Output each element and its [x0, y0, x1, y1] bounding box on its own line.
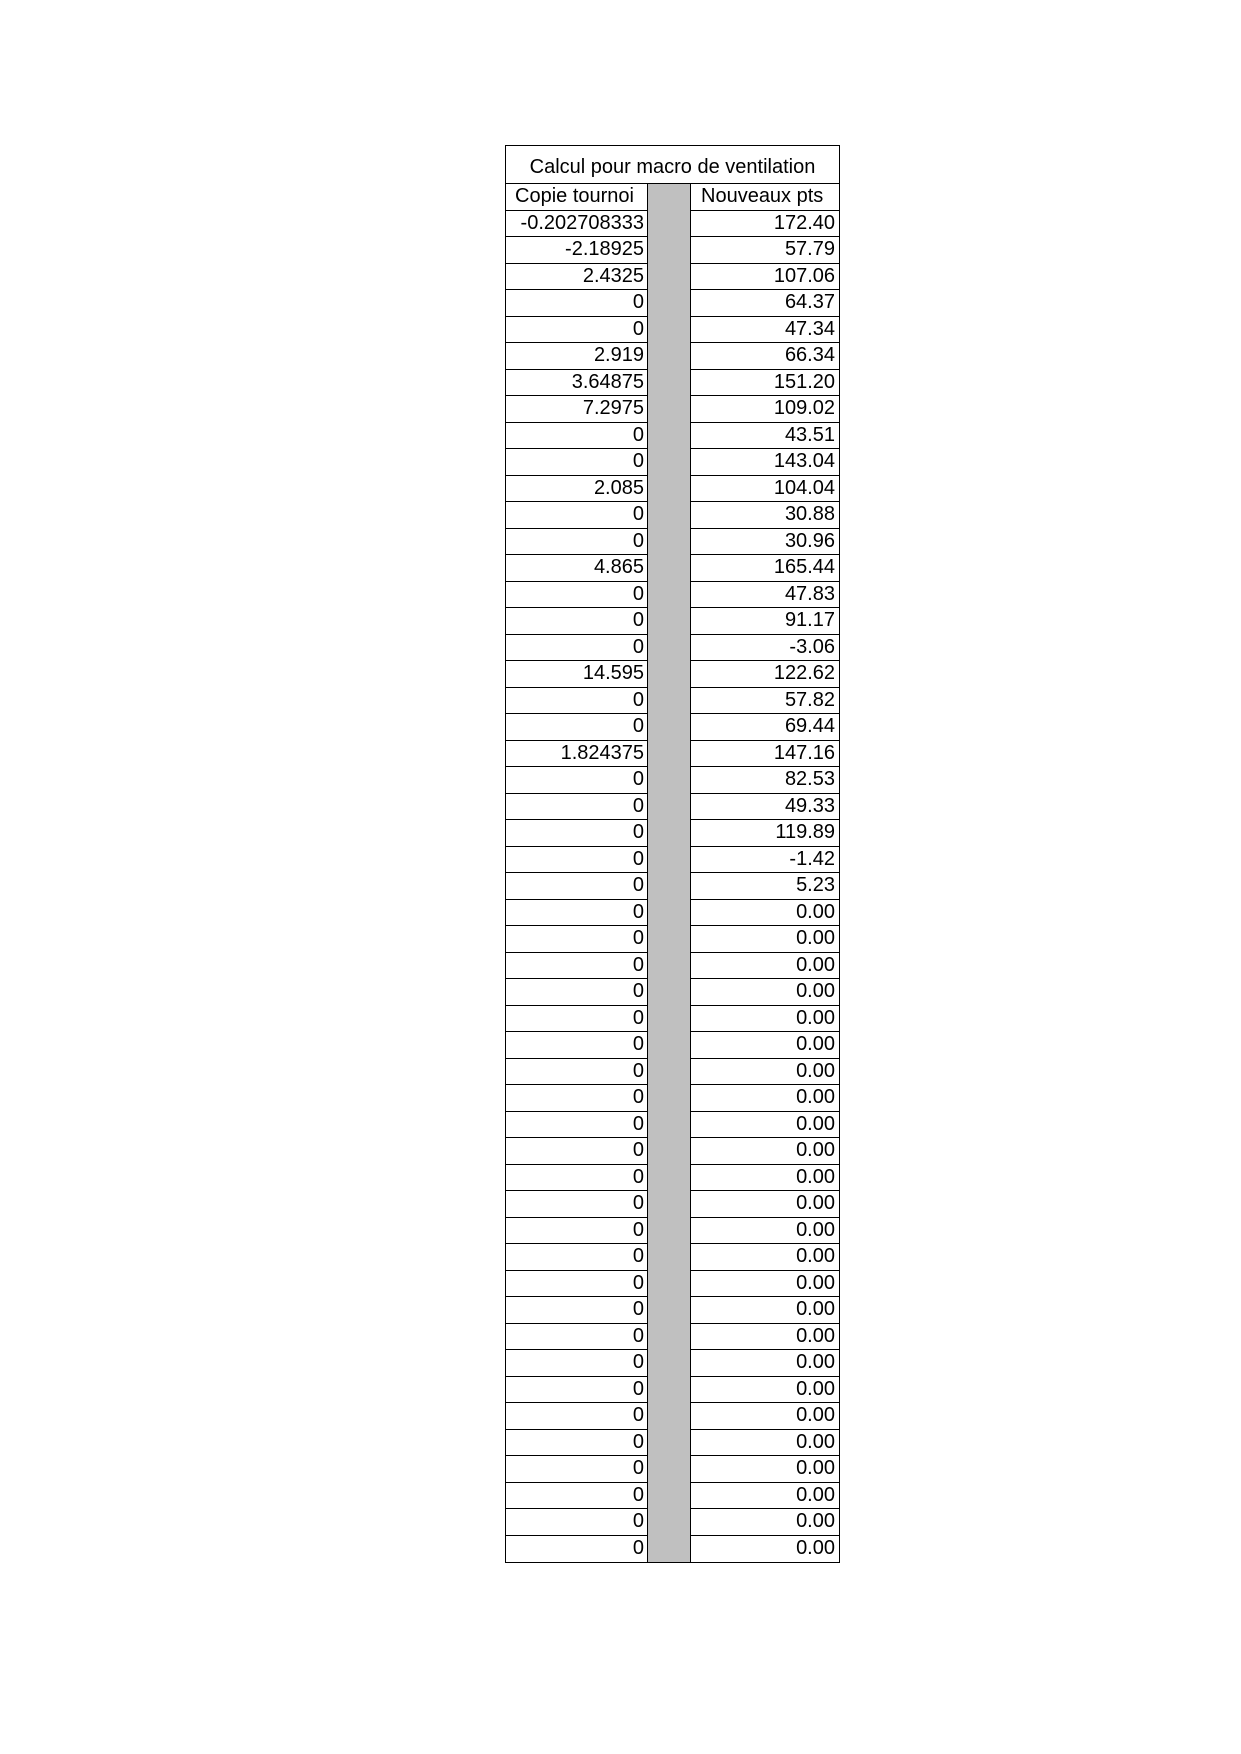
column-spacer: [648, 1430, 690, 1457]
cell-nouveaux-pts: 0.00: [690, 1297, 839, 1324]
cell-nouveaux-pts: 0.00: [690, 1377, 839, 1404]
table-row: [506, 370, 839, 397]
cell-nouveaux-pts: 0.00: [690, 1350, 839, 1377]
table-row: [506, 555, 839, 582]
header-nouveaux-pts: Nouveaux pts: [690, 184, 839, 211]
cell-copie-tournoi: 0: [506, 873, 648, 900]
column-spacer: [648, 1218, 690, 1245]
cell-nouveaux-pts: 172.40: [690, 211, 839, 238]
column-spacer: [648, 1456, 690, 1483]
cell-nouveaux-pts: 0.00: [690, 1430, 839, 1457]
cell-copie-tournoi: 0: [506, 847, 648, 874]
cell-nouveaux-pts: 0.00: [690, 1165, 839, 1192]
cell-copie-tournoi: 0: [506, 953, 648, 980]
table-row: [506, 396, 839, 423]
cell-copie-tournoi: 0: [506, 1271, 648, 1298]
cell-copie-tournoi: 0: [506, 1430, 648, 1457]
cell-nouveaux-pts: 119.89: [690, 820, 839, 847]
table-row: [506, 926, 839, 953]
cell-nouveaux-pts: 43.51: [690, 423, 839, 450]
column-spacer: [648, 555, 690, 582]
column-spacer: [648, 635, 690, 662]
cell-nouveaux-pts: 64.37: [690, 290, 839, 317]
cell-nouveaux-pts: 47.34: [690, 317, 839, 344]
column-spacer: [648, 290, 690, 317]
cell-copie-tournoi: 0: [506, 1032, 648, 1059]
cell-copie-tournoi: 0: [506, 1085, 648, 1112]
table-row: [506, 1430, 839, 1457]
column-spacer: [648, 184, 690, 211]
cell-nouveaux-pts: 0.00: [690, 1324, 839, 1351]
cell-copie-tournoi: 0: [506, 317, 648, 344]
table-row: [506, 1191, 839, 1218]
cell-nouveaux-pts: 0.00: [690, 1006, 839, 1033]
cell-copie-tournoi: 0: [506, 1138, 648, 1165]
table-row: [506, 1165, 839, 1192]
cell-copie-tournoi: 0: [506, 1509, 648, 1536]
cell-copie-tournoi: 0: [506, 608, 648, 635]
column-spacer: [648, 714, 690, 741]
column-spacer: [648, 1403, 690, 1430]
cell-nouveaux-pts: -1.42: [690, 847, 839, 874]
table-row: [506, 449, 839, 476]
table-row: [506, 1403, 839, 1430]
cell-nouveaux-pts: 0.00: [690, 1456, 839, 1483]
column-spacer: [648, 1377, 690, 1404]
cell-copie-tournoi: 0: [506, 1191, 648, 1218]
column-spacer: [648, 211, 690, 238]
cell-nouveaux-pts: 0.00: [690, 1138, 839, 1165]
cell-nouveaux-pts: 0.00: [690, 1244, 839, 1271]
cell-copie-tournoi: 0: [506, 423, 648, 450]
cell-nouveaux-pts: 0.00: [690, 1483, 839, 1510]
cell-nouveaux-pts: 66.34: [690, 343, 839, 370]
column-spacer: [648, 926, 690, 953]
cell-nouveaux-pts: 165.44: [690, 555, 839, 582]
cell-nouveaux-pts: 0.00: [690, 1191, 839, 1218]
table-row: [506, 237, 839, 264]
cell-nouveaux-pts: 0.00: [690, 1059, 839, 1086]
cell-copie-tournoi: 0: [506, 820, 648, 847]
table-row: [506, 900, 839, 927]
cell-nouveaux-pts: 57.82: [690, 688, 839, 715]
table-row: [506, 290, 839, 317]
table-row: [506, 979, 839, 1006]
table-row: [506, 847, 839, 874]
column-spacer: [648, 264, 690, 291]
table-row: [506, 635, 839, 662]
table-row: [506, 1456, 839, 1483]
cell-copie-tournoi: 0: [506, 1403, 648, 1430]
cell-nouveaux-pts: 0.00: [690, 1218, 839, 1245]
cell-copie-tournoi: 0: [506, 714, 648, 741]
column-spacer: [648, 1536, 690, 1563]
cell-copie-tournoi: 0: [506, 1297, 648, 1324]
cell-nouveaux-pts: 0.00: [690, 1085, 839, 1112]
column-spacer: [648, 1006, 690, 1033]
cell-nouveaux-pts: 147.16: [690, 741, 839, 768]
column-spacer: [648, 476, 690, 503]
table-row: [506, 1059, 839, 1086]
cell-copie-tournoi: 7.2975: [506, 396, 648, 423]
cell-nouveaux-pts: 0.00: [690, 979, 839, 1006]
cell-copie-tournoi: 14.595: [506, 661, 648, 688]
column-spacer: [648, 794, 690, 821]
cell-nouveaux-pts: 0.00: [690, 1112, 839, 1139]
cell-nouveaux-pts: 57.79: [690, 237, 839, 264]
cell-copie-tournoi: 0: [506, 688, 648, 715]
table-row: [506, 423, 839, 450]
cell-nouveaux-pts: 151.20: [690, 370, 839, 397]
cell-copie-tournoi: 0: [506, 926, 648, 953]
cell-nouveaux-pts: 82.53: [690, 767, 839, 794]
column-spacer: [648, 900, 690, 927]
column-spacer: [648, 1165, 690, 1192]
column-spacer: [648, 237, 690, 264]
column-spacer: [648, 1350, 690, 1377]
column-spacer: [648, 741, 690, 768]
cell-nouveaux-pts: 0.00: [690, 1271, 839, 1298]
column-spacer: [648, 873, 690, 900]
cell-copie-tournoi: 0: [506, 1324, 648, 1351]
cell-nouveaux-pts: 5.23: [690, 873, 839, 900]
cell-nouveaux-pts: 91.17: [690, 608, 839, 635]
cell-nouveaux-pts: 109.02: [690, 396, 839, 423]
cell-copie-tournoi: 0: [506, 635, 648, 662]
table-row: [506, 820, 839, 847]
cell-nouveaux-pts: 0.00: [690, 1509, 839, 1536]
column-spacer: [648, 529, 690, 556]
cell-copie-tournoi: 0: [506, 1218, 648, 1245]
column-spacer: [648, 1244, 690, 1271]
column-spacer: [648, 370, 690, 397]
cell-copie-tournoi: 0: [506, 1059, 648, 1086]
cell-nouveaux-pts: 30.96: [690, 529, 839, 556]
table-row: [506, 211, 839, 238]
cell-nouveaux-pts: 0.00: [690, 926, 839, 953]
column-spacer: [648, 317, 690, 344]
column-spacer: [648, 847, 690, 874]
column-spacer: [648, 1509, 690, 1536]
cell-copie-tournoi: 0: [506, 1456, 648, 1483]
table-row: [506, 1112, 839, 1139]
cell-nouveaux-pts: 107.06: [690, 264, 839, 291]
cell-nouveaux-pts: 143.04: [690, 449, 839, 476]
cell-copie-tournoi: 2.4325: [506, 264, 648, 291]
table-row: [506, 873, 839, 900]
table-title: Calcul pour macro de ventilation: [506, 146, 839, 184]
table-row: [506, 1377, 839, 1404]
cell-copie-tournoi: 0: [506, 1483, 648, 1510]
column-spacer: [648, 820, 690, 847]
cell-nouveaux-pts: -3.06: [690, 635, 839, 662]
table-row: [506, 1350, 839, 1377]
column-spacer: [648, 979, 690, 1006]
cell-copie-tournoi: 4.865: [506, 555, 648, 582]
cell-copie-tournoi: -0.202708333: [506, 211, 648, 238]
table-row: [506, 953, 839, 980]
table-body: [506, 211, 839, 1563]
table-row: [506, 1536, 839, 1563]
cell-copie-tournoi: 0: [506, 582, 648, 609]
column-spacer: [648, 953, 690, 980]
column-spacer: [648, 1324, 690, 1351]
cell-copie-tournoi: 0: [506, 529, 648, 556]
table-row: [506, 1483, 839, 1510]
column-spacer: [648, 661, 690, 688]
table-row: [506, 714, 839, 741]
table-row: [506, 1271, 839, 1298]
cell-copie-tournoi: 0: [506, 979, 648, 1006]
cell-nouveaux-pts: 0.00: [690, 953, 839, 980]
table-row: [506, 1324, 839, 1351]
cell-nouveaux-pts: 30.88: [690, 502, 839, 529]
table-row: [506, 343, 839, 370]
cell-nouveaux-pts: 0.00: [690, 1536, 839, 1563]
cell-copie-tournoi: 0: [506, 1006, 648, 1033]
column-spacer: [648, 767, 690, 794]
table-row: [506, 529, 839, 556]
cell-nouveaux-pts: 69.44: [690, 714, 839, 741]
cell-copie-tournoi: 1.824375: [506, 741, 648, 768]
cell-copie-tournoi: 3.64875: [506, 370, 648, 397]
column-spacer: [648, 1032, 690, 1059]
table-row: [506, 608, 839, 635]
cell-copie-tournoi: 0: [506, 449, 648, 476]
table-row: [506, 767, 839, 794]
table-row: [506, 1032, 839, 1059]
column-spacer: [648, 1483, 690, 1510]
cell-copie-tournoi: 0: [506, 794, 648, 821]
table-row: [506, 741, 839, 768]
cell-copie-tournoi: 0: [506, 290, 648, 317]
column-spacer: [648, 608, 690, 635]
table-row: [506, 1085, 839, 1112]
table-row: [506, 502, 839, 529]
cell-copie-tournoi: 0: [506, 1350, 648, 1377]
column-spacer: [648, 343, 690, 370]
column-spacer: [648, 1138, 690, 1165]
table-row: [506, 317, 839, 344]
cell-nouveaux-pts: 0.00: [690, 1032, 839, 1059]
column-spacer: [648, 1112, 690, 1139]
cell-nouveaux-pts: 0.00: [690, 900, 839, 927]
cell-nouveaux-pts: 0.00: [690, 1403, 839, 1430]
table-row: [506, 1244, 839, 1271]
ventilation-table: [505, 145, 840, 1563]
cell-nouveaux-pts: 47.83: [690, 582, 839, 609]
cell-copie-tournoi: 0: [506, 767, 648, 794]
cell-copie-tournoi: 0: [506, 1536, 648, 1563]
table-row: [506, 1218, 839, 1245]
table-row: [506, 688, 839, 715]
cell-nouveaux-pts: 104.04: [690, 476, 839, 503]
cell-copie-tournoi: 0: [506, 1112, 648, 1139]
header-copie-tournoi: Copie tournoi: [506, 184, 648, 211]
cell-copie-tournoi: 0: [506, 900, 648, 927]
cell-nouveaux-pts: 49.33: [690, 794, 839, 821]
table-row: [506, 264, 839, 291]
cell-copie-tournoi: 0: [506, 1165, 648, 1192]
column-spacer: [648, 1085, 690, 1112]
cell-copie-tournoi: 0: [506, 1377, 648, 1404]
cell-copie-tournoi: 2.919: [506, 343, 648, 370]
table-header-row: [506, 184, 839, 211]
column-spacer: [648, 1059, 690, 1086]
table-row: [506, 582, 839, 609]
cell-copie-tournoi: 2.085: [506, 476, 648, 503]
table-row: [506, 1006, 839, 1033]
cell-copie-tournoi: 0: [506, 502, 648, 529]
column-spacer: [648, 502, 690, 529]
column-spacer: [648, 1191, 690, 1218]
table-row: [506, 1138, 839, 1165]
column-spacer: [648, 1297, 690, 1324]
table-row: [506, 1509, 839, 1536]
column-spacer: [648, 396, 690, 423]
column-spacer: [648, 449, 690, 476]
column-spacer: [648, 688, 690, 715]
cell-copie-tournoi: 0: [506, 1244, 648, 1271]
column-spacer: [648, 1271, 690, 1298]
table-row: [506, 476, 839, 503]
table-row: [506, 794, 839, 821]
column-spacer: [648, 582, 690, 609]
cell-copie-tournoi: -2.18925: [506, 237, 648, 264]
column-spacer: [648, 423, 690, 450]
table-row: [506, 661, 839, 688]
table-row: [506, 1297, 839, 1324]
cell-nouveaux-pts: 122.62: [690, 661, 839, 688]
